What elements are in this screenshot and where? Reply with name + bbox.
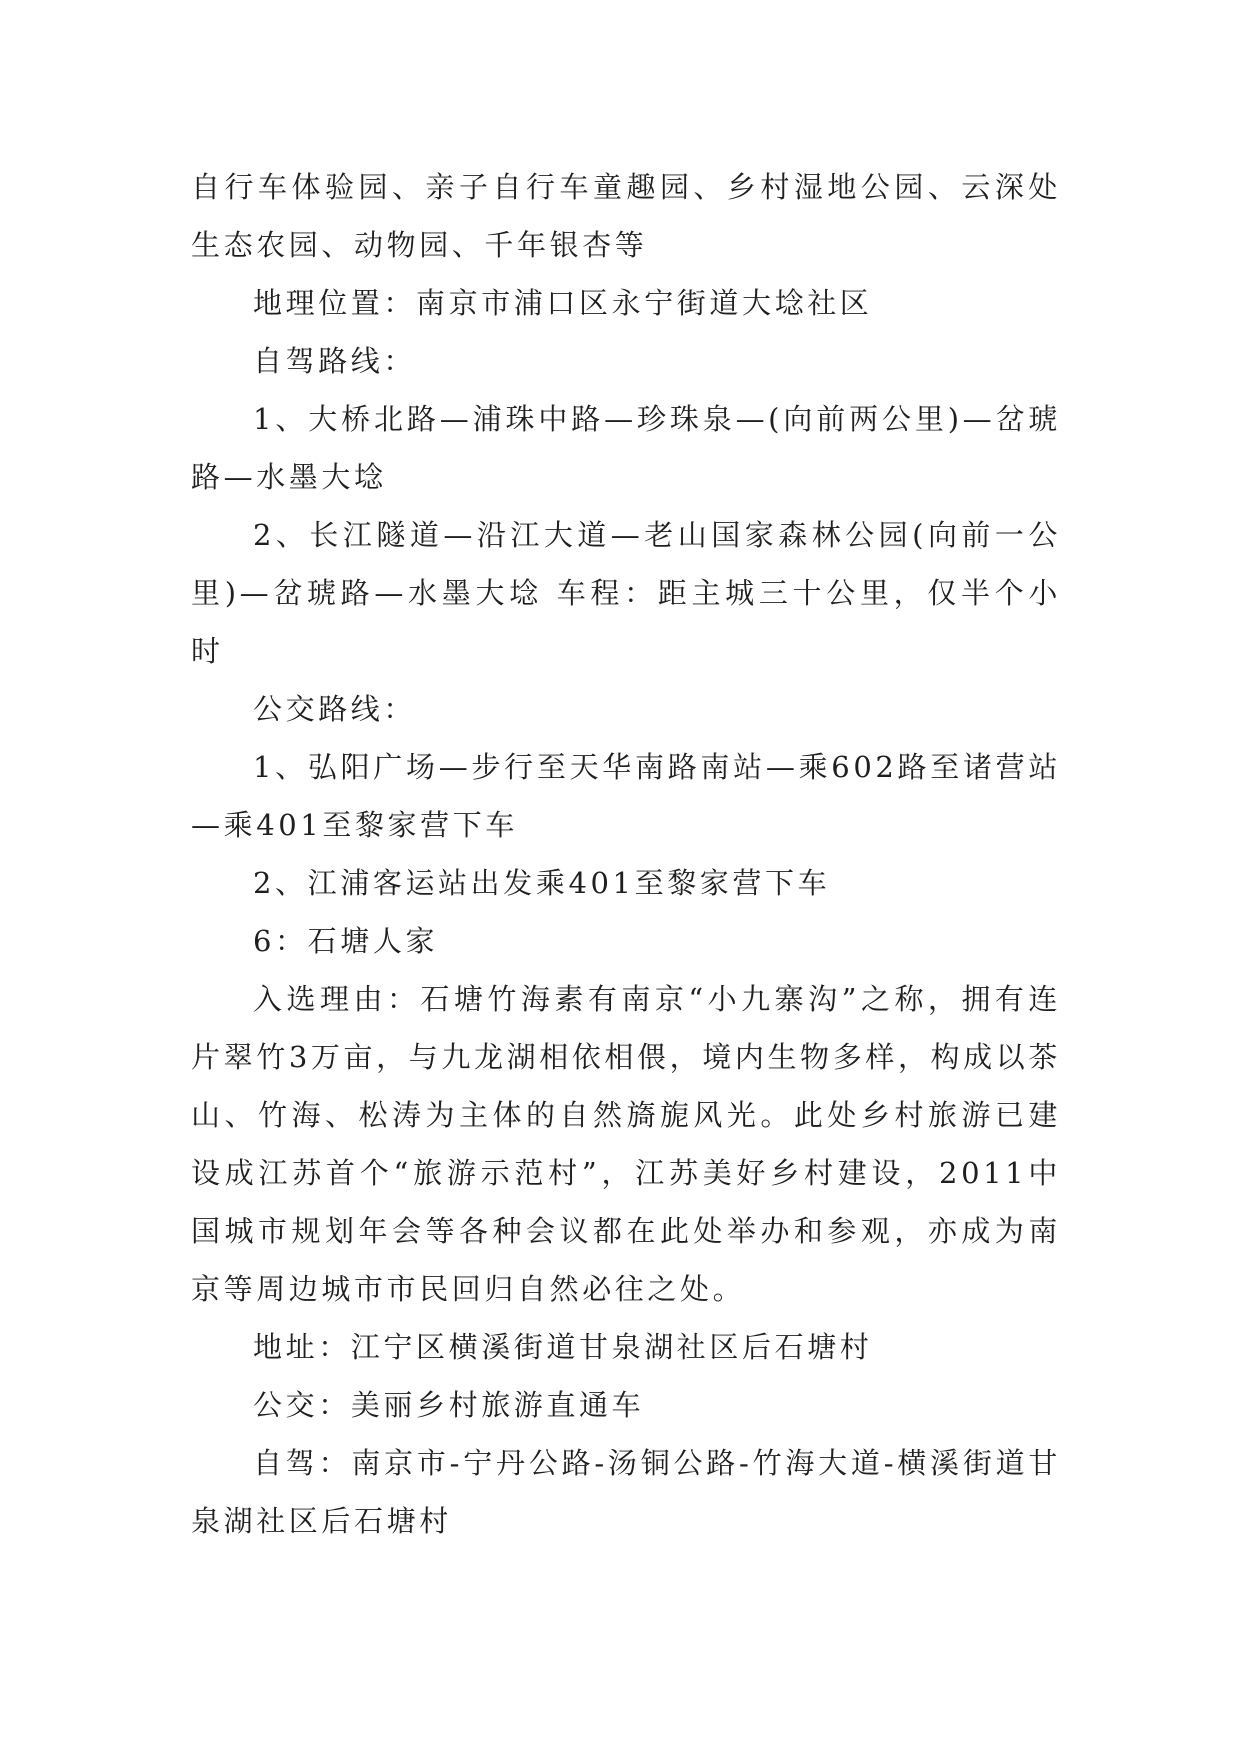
paragraph-location: 地理位置：南京市浦口区永宁街道大埝社区 [253, 286, 873, 320]
paragraph-driving-heading: 自驾路线： [253, 344, 417, 378]
document-body [191, 158, 1061, 1550]
paragraph-bus-route-2: 2、江浦客运站出发乘401至黎家营下车 [253, 866, 831, 900]
paragraph-attractions-continued: 自行车体验园、亲子自行车童趣园、乡村湿地公园、云深处生态农园、动物园、千年银杏等 [191, 170, 1061, 262]
section-heading-shitang: 6：石塘人家 [253, 924, 439, 958]
paragraph-address: 地址：江宁区横溪街道甘泉湖社区后石塘村 [253, 1330, 873, 1364]
paragraph-bus-route-1: 1、弘阳广场—步行至天华南路南站—乘602路至诸营站—乘401至黎家营下车 [191, 750, 1061, 842]
paragraph-driving-route-1: 1、大桥北路—浦珠中路—珍珠泉—(向前两公里)—岔琥路—水墨大埝 [191, 402, 1061, 494]
paragraph-self-drive: 自驾：南京市-宁丹公路-汤铜公路-竹海大道-横溪街道甘泉湖社区后石塘村 [191, 1446, 1061, 1538]
paragraph-driving-route-2: 2、长江隧道—沿江大道—老山国家森林公园(向前一公里)—岔琥路—水墨大埝 车程：距主城三十公里，仅半个小时 [191, 518, 1061, 668]
paragraph-bus-heading: 公交路线： [253, 692, 417, 726]
paragraph-bus: 公交：美丽乡村旅游直通车 [253, 1388, 645, 1422]
paragraph-selection-reason: 入选理由：石塘竹海素有南京“小九寨沟”之称，拥有连片翠竹3万亩，与九龙湖相依相偎，境内生物多样，构成以茶山、竹海、松涛为主体的自然旖旎风光。此处乡村旅游已建设成江苏首个“旅游示范村”，江苏美好乡村建设，2011中国城市规划年会等各种会议都在此处举办和参观，亦成为南京等周边城市市民回归自然必往之处。 [191, 982, 1061, 1306]
